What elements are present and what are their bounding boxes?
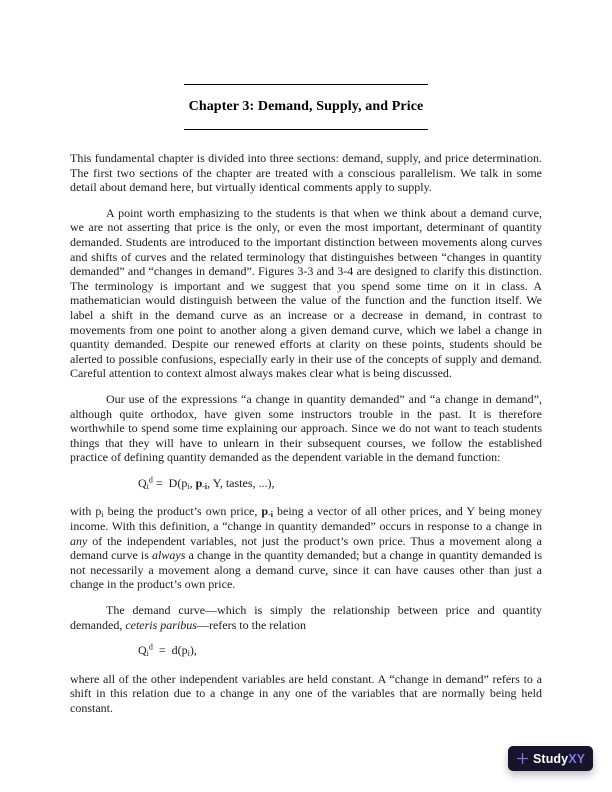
paragraph: Our use of the expressions “a change in quantity demanded” and “a change in demand”, although quite orthodox, have given some instructors trouble in the past. It is therefore worthwhile to spend some time explaining our approach. Since we do not want to teach students things that they will have to unlearn in their subsequent courses, we follow the established practice of defining quantity demanded as the dependent variable in the demand function: <box>70 391 542 465</box>
paragraph: where all of the other independent variables are held constant. A “change in demand” refers to a shift in this relation due to a change in any one of the variables that are normally being held constant. <box>70 671 542 715</box>
paragraph: A point worth emphasizing to the students is that when we think about a demand curve, we are not asserting that price is the only, or even the most important, determinant of quantity demanded. Students are introduced to the important distinction between movements along curves and shifts of curves and the related terminology that distinguishes between “changes in quantity demanded” and “changes in demand”. Figures 3-3 and 3-4 are designed to clarify this distinction. The terminology is important and we suggest that you spend some time on it in class. A mathematician would distinguish between the value of the function and the function itself. We label a shift in the demand curve as an increase or a decrease in demand, in contrast to movements from one point to another along a given demand curve, which we label a change in quantity demanded. Despite our renewed efforts at clarity on these points, students should be alerted to possible confusions, especially early in their use of the concepts of supply and demand. Careful attention to context almost always makes clear what is being discussed. <box>70 205 542 381</box>
equation: $Q_i^d = d(p_i)$, <box>138 642 197 659</box>
brand-study: Study <box>533 751 569 766</box>
paragraph: This fundamental chapter is divided into three sections: demand, supply, and price determination. The first two sections of the chapter are treated with a conscious parallelism. We talk in some detail about demand here, but virtually identical comments apply to supply. <box>70 151 542 195</box>
title-rule-top <box>184 84 428 85</box>
studyxy-logo <box>508 746 593 771</box>
title-rule-bottom <box>184 129 428 130</box>
page-content <box>70 84 542 727</box>
brand-xy: XY <box>568 751 586 766</box>
equation: $Q_i^d = D(p_i$, $p_{-i}$, Y, tastes, ...), <box>138 475 275 491</box>
chapter-title: Chapter 3: Demand, Supply, and Price <box>188 99 424 114</box>
paragraph: The demand curve—which is simply the relationship between price and quantity demanded, ceteris paribus—refers to the relation <box>70 603 542 632</box>
document-body <box>70 151 542 716</box>
brand-wordmark <box>533 752 585 766</box>
paragraph: with $p_i$ being the product’s own price, $p_{-i}$ being a vector of all other prices, and Y being money income. With this definition, a “change in quantity demanded” occurs in response to a change in any of the independent variables, not just the product’s own price. Thus a movement along a demand curve is always a change in the quantity demanded; but a change in quantity demanded is not necessarily a movement along a demand curve, since it can have causes other than just a change in the product’s own price. <box>70 504 543 592</box>
plus-icon <box>516 752 529 765</box>
chapter-header <box>184 84 428 130</box>
